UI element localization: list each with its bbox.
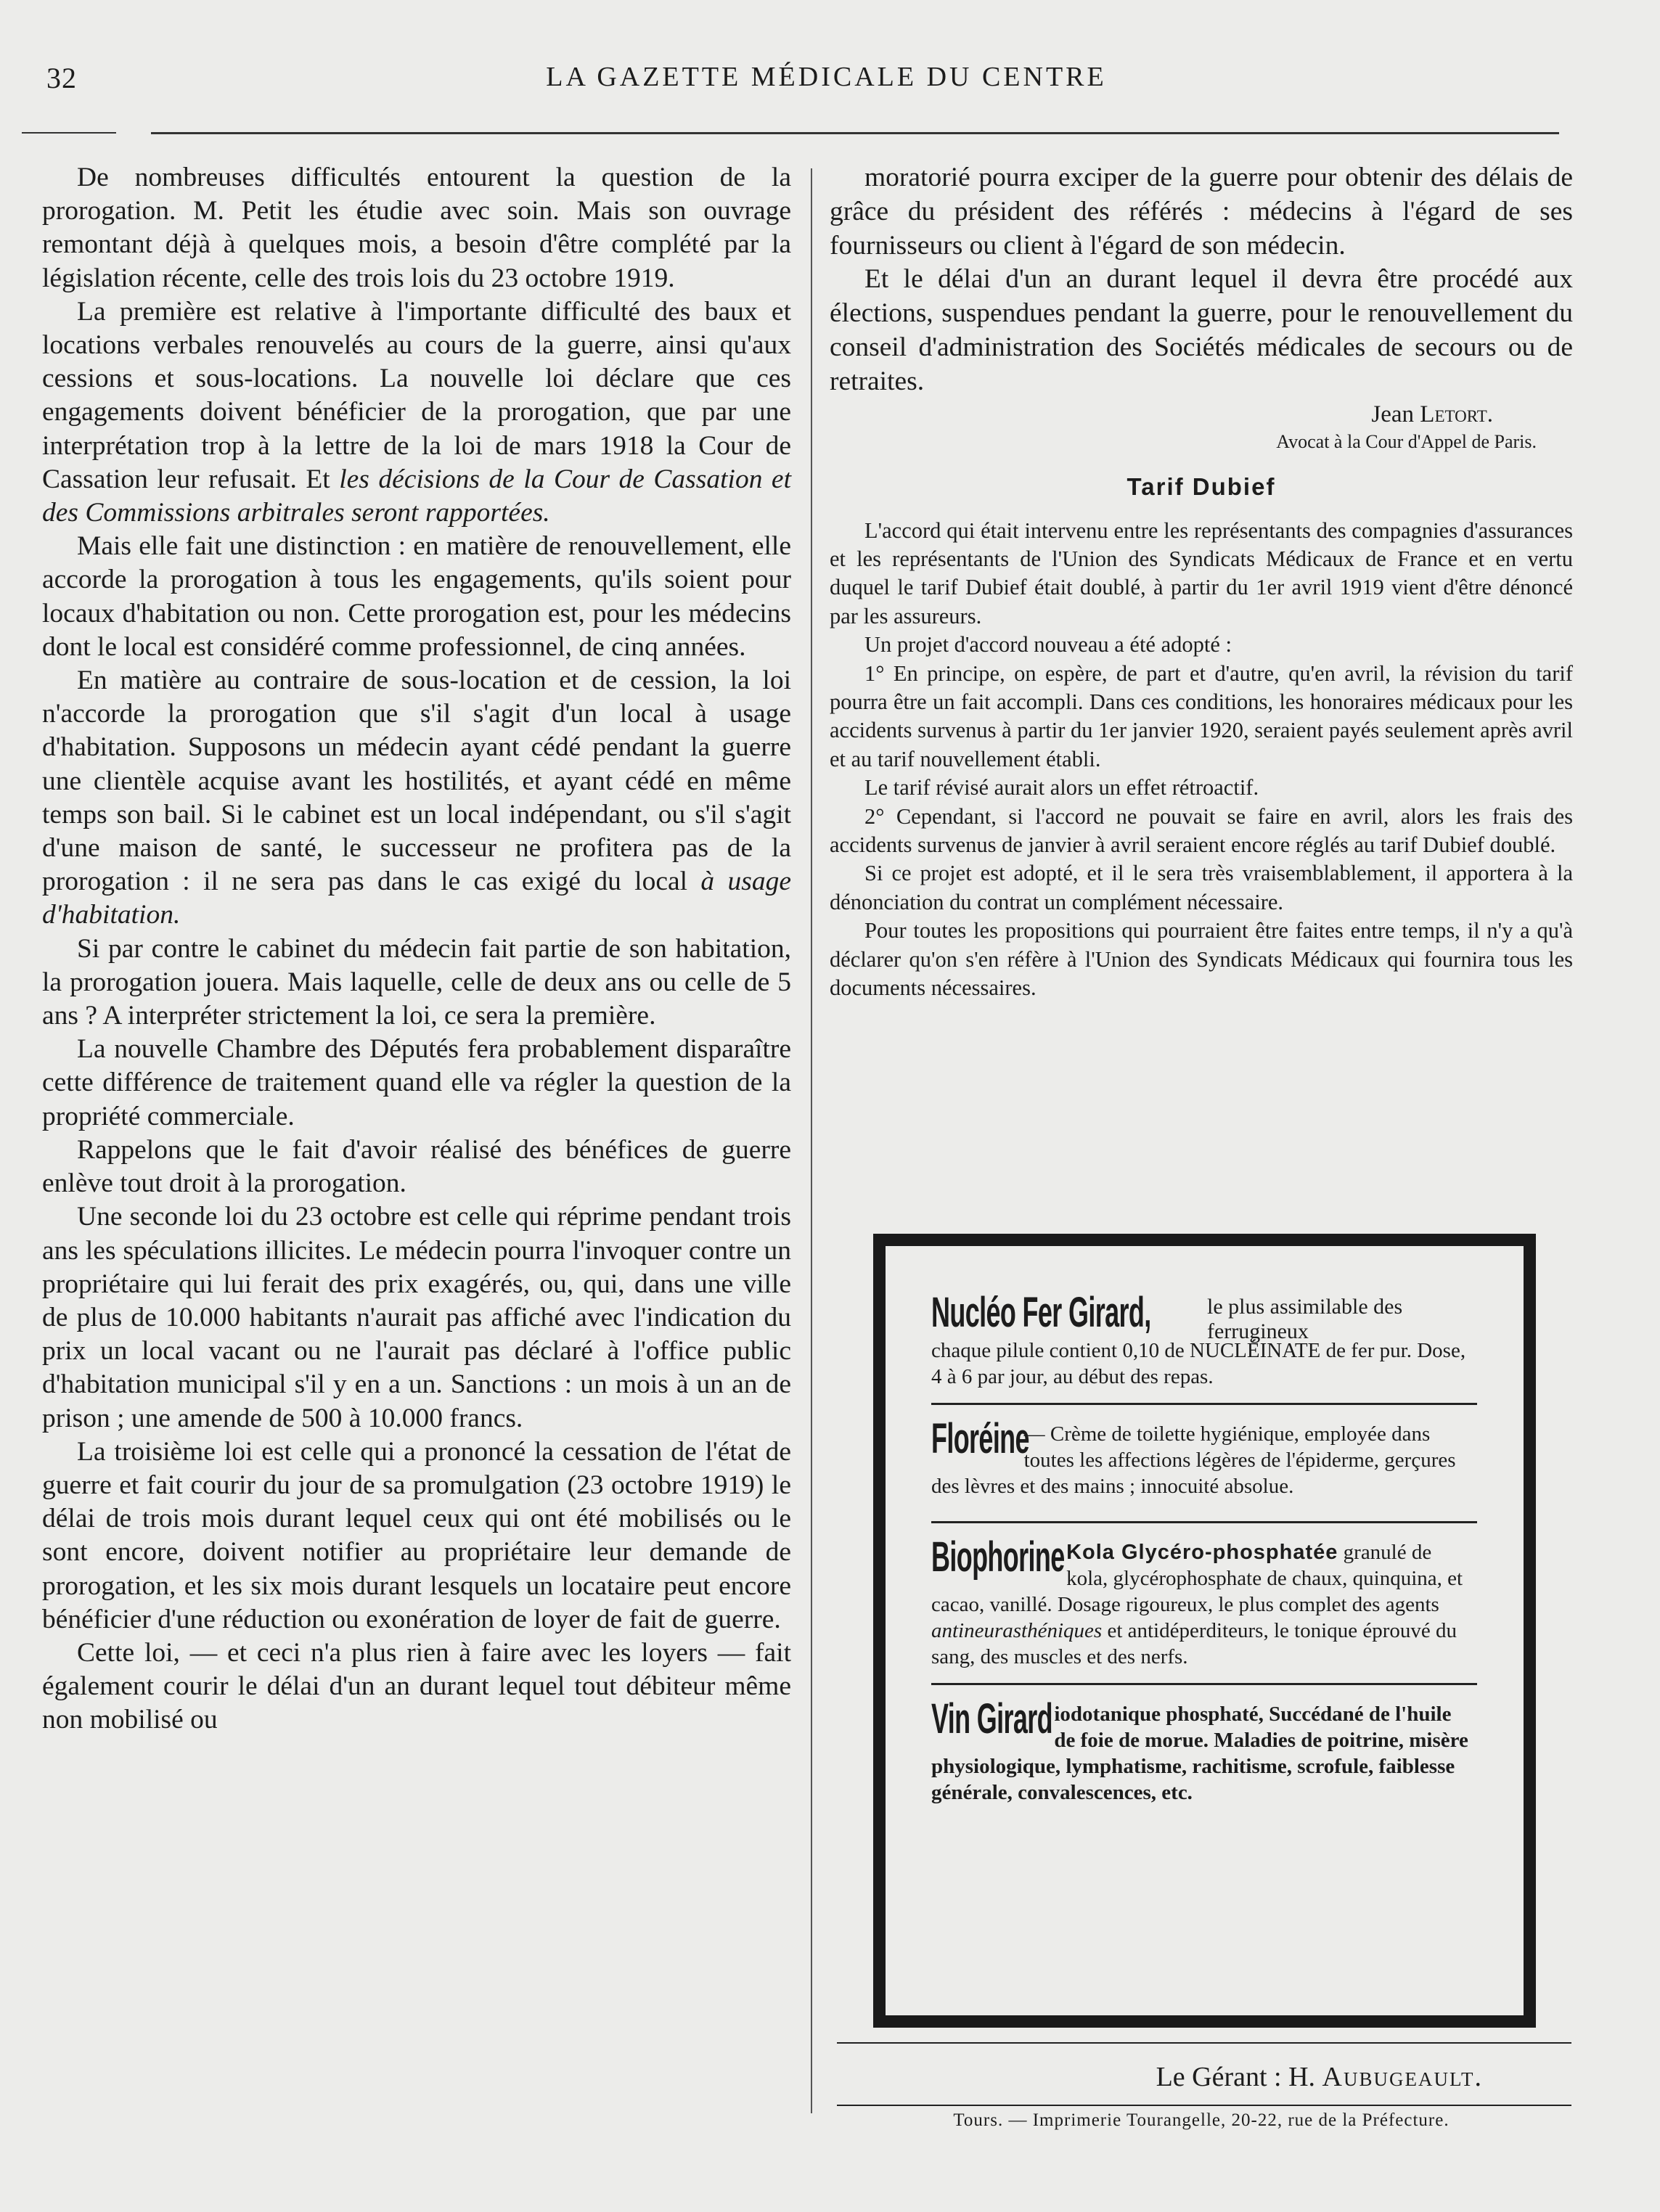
left-paragraph-3: Mais elle fait une distinction : en matière de renouvellement, elle accorde la prorogation à tous les engagements, qu'ils soient pour locaux d'habitation ou non. Cette prorogation est, pour les médecins dont le local est considéré comme professionnel, de cinq années. [42, 531, 791, 662]
advertisement-content [931, 1289, 1477, 1806]
header-rule-left [22, 132, 116, 134]
left-paragraph-4-italic: à usage d'habitation. [42, 867, 792, 930]
ad-floreine [931, 1415, 1477, 1508]
page-header [41, 61, 1612, 105]
left-paragraph-10: Cette loi, — et ceci n'a plus rien à faire avec les loyers — fait également courir le délai d'un an durant lequel tout débiteur même non mobilisé ou [42, 1637, 791, 1735]
left-paragraph-2-italic: les décisions de la Cour de Cassation et des Commissions arbitrales seront rapportées. [42, 464, 791, 528]
signature-first-name: Jean [1371, 401, 1415, 427]
ad-tag-biophorine: Kola Glycéro-phosphatée [1066, 1541, 1338, 1564]
page-number: 32 [46, 62, 77, 94]
tarif-paragraph-2: Un projet d'accord nouveau a été adopté : [864, 632, 1232, 658]
ad-text-biophorine-1: granulé de kola, glycérophosphate de chaux, quinquina, et cacao, vanillé. Dosage rigoureux, le plus complet des agents [931, 1541, 1463, 1616]
ad-brand-biophorine: Biophorine [931, 1533, 1065, 1581]
left-column [42, 161, 791, 1737]
left-paragraph-4 [42, 664, 791, 933]
section-title: Tarif Dubief [1127, 472, 1276, 500]
ad-divider-3 [931, 1683, 1477, 1685]
left-paragraph-1: De nombreuses difficultés entourent la question de la prorogation. M. Petit les étudie avec soin. Mais son ouvrage remontant déjà à quelques mois, a besoin d'être complété par la législation récente, celle des trois lois du 23 octobre 1919. [42, 163, 791, 293]
left-paragraph-9: La troisième loi est celle qui a prononcé la cessation de l'état de guerre et fait courir du jour de sa promulgation (23 octobre 1919) le délai de trois mois durant lequel ceux qui ont été mobilisés ou le sont encore, doivent notifier au propriétaire leur demande de prorogation, et les six mois durant lesquels un locataire peut encore bénéficier d'une réduction ou exonération de loyer de fait de guerre. [42, 1436, 791, 1634]
ad-italic-biophorine: antineurasthéniques [931, 1619, 1103, 1642]
signature-last-name: Letort. [1420, 401, 1493, 427]
signature [830, 399, 1493, 430]
tarif-paragraph-3: 1° En principe, on espère, de part et d'autre, qu'en avril, la révision du tarif pourra être un fait accompli. Dans ces conditions, les honoraires médicaux pour les accidents survenus à partir du 1er janvier 1920, seraient payés seulement après avril et au tarif nouvellement établi. [830, 660, 1573, 771]
ad-divider-1 [931, 1403, 1477, 1405]
header-rule-right [151, 132, 1559, 134]
column-divider [811, 168, 812, 2113]
advertisement-box [873, 1234, 1536, 2028]
ad-brand-floreine: Floréine [931, 1415, 1029, 1462]
left-paragraph-5: Si par contre le cabinet du médecin fait partie de son habitation, la prorogation jouera. Mais laquelle, celle de deux ans ou celle de 5 ans ? A interpréter strictement la loi, ce sera la première. [42, 933, 791, 1031]
ad-divider-2 [931, 1521, 1477, 1523]
ad-text-vin-girard: iodotanique phosphaté, Succédané de l'huile de foie de morue. Maladies de poitrine, misère physiologique, lymphatisme, rachitisme, scrofule, faiblesse générale, convalescences, etc. [931, 1703, 1468, 1804]
ad-text-biophorine-2: et antidéperditeurs, le tonique éprouvé du sang, des muscles et des nerfs. [931, 1619, 1457, 1668]
left-paragraph-4-text: En matière au contraire de sous-location et de cession, la loi n'accorde la prorogation que s'il s'agit d'un local à usage d'habitation. Supposons un médecin ayant cédé pendant la guerre une clientèle acquise avant les hostilités, et ayant cédé en même temps son bail. Si le cabinet est un local indépendant, ou s'il s'agit d'une maison de santé, le successeur ne profitera pas de la prorogation : il ne sera pas dans le cas exigé du local [42, 665, 791, 897]
ad-brand-vin-girard: Vin Girard [931, 1695, 1053, 1742]
tarif-paragraph-4: Le tarif révisé aurait alors un effet rétroactif. [864, 775, 1259, 800]
right-paragraph-1: moratorié pourra exciper de la guerre pour obtenir des délais de grâce du président des référés : médecins à l'égard de ses fournisseurs ou client à l'égard de son médecin. [830, 163, 1573, 261]
manager-name: Aubugeault. [1322, 2062, 1483, 2092]
left-paragraph-7: Rappelons que le fait d'avoir réalisé des bénéfices de guerre enlève tout droit à la prorogation. [42, 1134, 791, 1199]
ad-biophorine [931, 1533, 1477, 1670]
signature-title: Avocat à la Cour d'Appel de Paris. [1276, 430, 1537, 452]
left-paragraph-6: La nouvelle Chambre des Députés fera probablement disparaître cette différence de traitement quand elle va régler la question de la propriété commerciale. [42, 1034, 791, 1131]
left-paragraph-2-text: La première est relative à l'importante difficulté des baux et locations verbales renouvelés au cours de la guerre, ainsi qu'aux cessions et sous-locations. La nouvelle loi déclare que ces engagements doivent bénéficier de la prorogation, que par une interprétation trop à la lettre de la loi de mars 1918 la Cour de Cassation leur refusait. Et [42, 296, 791, 494]
journal-title: LA GAZETTE MÉDICALE DU CENTRE [546, 62, 1107, 92]
printer-line: Tours. — Imprimerie Tourangelle, 20-22, rue de la Préfecture. [953, 2110, 1450, 2130]
tarif-paragraph-6: Si ce projet est adopté, et il le sera très vraisemblablement, il apportera à la dénonciation du contrat un complément nécessaire. [830, 861, 1573, 914]
ad-tag-nucleo: le plus assimilable des ferrugineux [1207, 1295, 1403, 1343]
tarif-paragraph-5: 2° Cependant, si l'accord ne pouvait se faire en avril, alors les frais des accidents survenus de janvier à avril seraient encore réglés au tarif Dubief doublé. [830, 803, 1573, 858]
right-column [830, 161, 1573, 1002]
left-paragraph-8: Une seconde loi du 23 octobre est celle qui réprime pendant trois ans les spéculations illicites. Le médecin pourra l'invoquer contre un propriétaire qui lui ferait des prix exagérés, ou, qui, dans une ville de plus de 10.000 habitants n'aurait pas affiché avec l'indication du prix un local vacant ou ne l'aurait pas déclaré à l'office public d'habitation municipal s'il y en a un. Sanctions : un mois à un an de prison ; une amende de 500 à 10.000 francs. [42, 1202, 791, 1433]
tarif-paragraph-1: L'accord qui était intervenu entre les représentants des compagnies d'assurances et les représentants de l'Union des Syndicats Médicaux de France et en vertu duquel le tarif Dubief était doublé, à partir du 1er avril 1919 vient d'être dénoncé par les assureurs. [830, 517, 1573, 628]
footer-rule-top [837, 2042, 1571, 2044]
ad-nucleo-fer-girard [931, 1289, 1477, 1390]
ad-brand-nucleo: Nucléo Fer Girard, [931, 1289, 1151, 1336]
left-paragraph-2 [42, 295, 791, 530]
ad-text-nucleo: chaque pilule contient 0,10 de NUCLÉINATE de fer pur. Dose, 4 à 6 par jour, au début des repas. [931, 1339, 1466, 1388]
ad-text-floreine: — Crème de toilette hygiénique, employée dans toutes les affections légères de l'épiderme, gerçures des lèvres et des mains ; innocuité absolue. [931, 1422, 1456, 1498]
right-paragraph-2: Et le délai d'un an durant lequel il devra être procédé aux élections, suspendues pendant la guerre, pour le renouvellement du conseil d'administration des Sociétés médicales de secours ou de retraites. [830, 264, 1573, 396]
manager-label: Le Gérant : H. [1156, 2062, 1316, 2092]
manager-line [830, 2061, 1483, 2093]
tarif-paragraph-7: Pour toutes les propositions qui pourraient être faites entre temps, il n'y a qu'à déclarer qu'on s'en réfère à l'Union des Syndicats Médicaux qui fournira tous les documents nécessaires. [830, 918, 1573, 1001]
ad-vin-girard [931, 1695, 1477, 1806]
footer-rule-bottom [837, 2105, 1571, 2106]
